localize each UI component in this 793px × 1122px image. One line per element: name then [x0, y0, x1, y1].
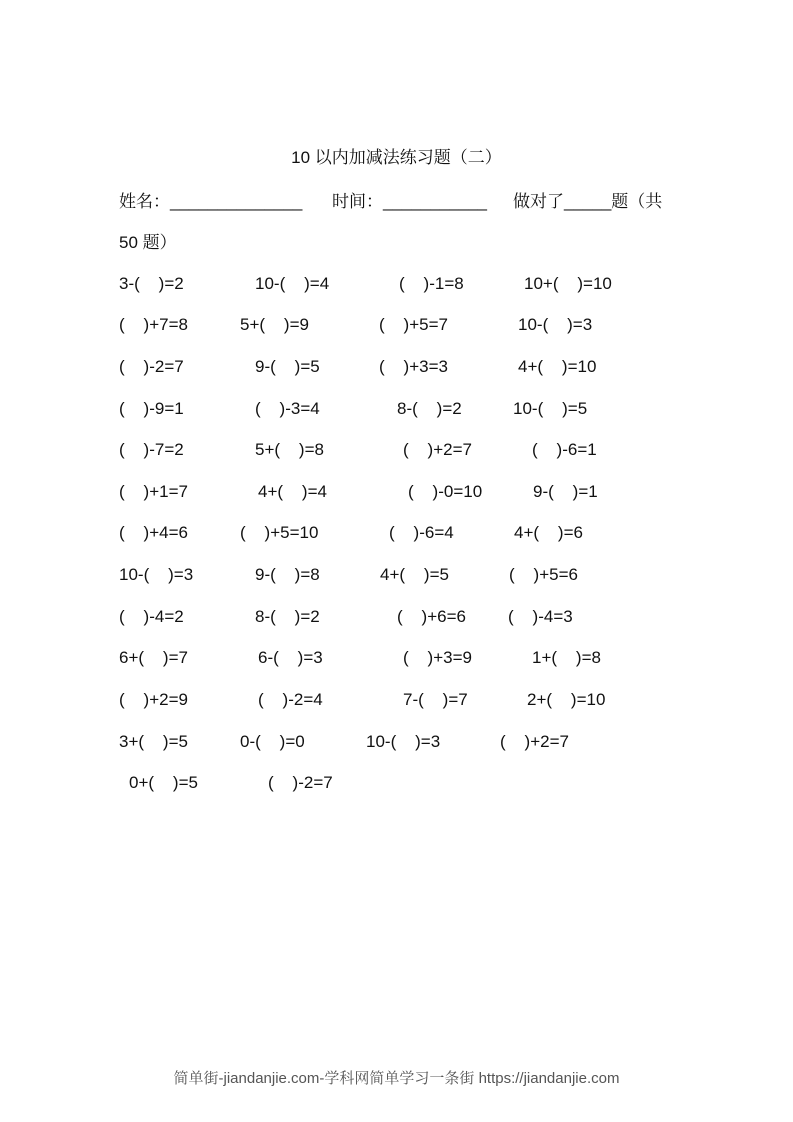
equation-item: ( )-4=2 [119, 607, 184, 626]
equation-item: ( )+5=7 [379, 315, 448, 334]
total-count: 50 题） [119, 233, 177, 252]
equation-item: 0+( )=5 [129, 773, 198, 792]
equation-item: ( )+7=8 [119, 315, 188, 334]
equation-item: ( )+2=7 [500, 732, 569, 751]
equation-item: ( )+4=6 [119, 523, 188, 542]
equation-item: 3+( )=5 [119, 732, 188, 751]
equation-item: 5+( )=8 [255, 440, 324, 459]
equation-item: 5+( )=9 [240, 315, 309, 334]
equation-item: ( )+2=7 [403, 440, 472, 459]
equation-item: 10-( )=3 [366, 732, 441, 751]
equation-item: 10-( )=5 [513, 399, 588, 418]
equation-item: 4+( )=10 [518, 357, 597, 376]
equation-item: ( )-6=4 [389, 523, 454, 542]
site-footer: 简单街-jiandanjie.com-学科网简单学习一条街 https://jiandanjie.com [173, 1070, 620, 1087]
equation-item: 4+( )=4 [258, 482, 327, 501]
equation-item: 9-( )=1 [533, 482, 598, 501]
worksheet-title: 10 以内加减法练习题（二） [291, 148, 502, 167]
equation-item: ( )+3=3 [379, 357, 448, 376]
time-field: 时间：___________ [332, 192, 488, 211]
equation-item: 9-( )=8 [255, 565, 320, 584]
equation-item: ( )-3=4 [255, 399, 320, 418]
equation-item: 8-( )=2 [397, 399, 462, 418]
equation-item: 0-( )=0 [240, 732, 305, 751]
equation-item: ( )+3=9 [403, 648, 472, 667]
equation-item: ( )+6=6 [397, 607, 466, 626]
score-field: 做对了_____题（共 [513, 192, 663, 211]
equation-item: ( )+5=6 [509, 565, 578, 584]
equation-item: 6-( )=3 [258, 648, 323, 667]
equation-item: 10-( )=4 [255, 274, 330, 293]
equation-item: ( )-2=7 [119, 357, 184, 376]
equation-item: 9-( )=5 [255, 357, 320, 376]
equation-item: 4+( )=6 [514, 523, 583, 542]
equation-item: 1+( )=8 [532, 648, 601, 667]
equation-item: ( )-2=4 [258, 690, 323, 709]
equation-item: 2+( )=10 [527, 690, 606, 709]
equation-item: ( )-7=2 [119, 440, 184, 459]
equation-item: ( )-6=1 [532, 440, 597, 459]
name-field: 姓名：______________ [119, 192, 303, 211]
equation-item: ( )+5=10 [240, 523, 319, 542]
equation-item: 6+( )=7 [119, 648, 188, 667]
equation-item: 10-( )=3 [518, 315, 593, 334]
equation-item: 10-( )=3 [119, 565, 194, 584]
equation-item: ( )-2=7 [268, 773, 333, 792]
equation-item: 3-( )=2 [119, 274, 184, 293]
equation-item: 8-( )=2 [255, 607, 320, 626]
equation-item: ( )-4=3 [508, 607, 573, 626]
equation-item: 10+( )=10 [524, 274, 612, 293]
equation-item: ( )-0=10 [408, 482, 483, 501]
student-info-line [119, 190, 679, 214]
equation-item: ( )-9=1 [119, 399, 184, 418]
equation-item: ( )+1=7 [119, 482, 188, 501]
equation-item: ( )+2=9 [119, 690, 188, 709]
equation-item: 4+( )=5 [380, 565, 449, 584]
equation-item: 7-( )=7 [403, 690, 468, 709]
equation-item: ( )-1=8 [399, 274, 464, 293]
